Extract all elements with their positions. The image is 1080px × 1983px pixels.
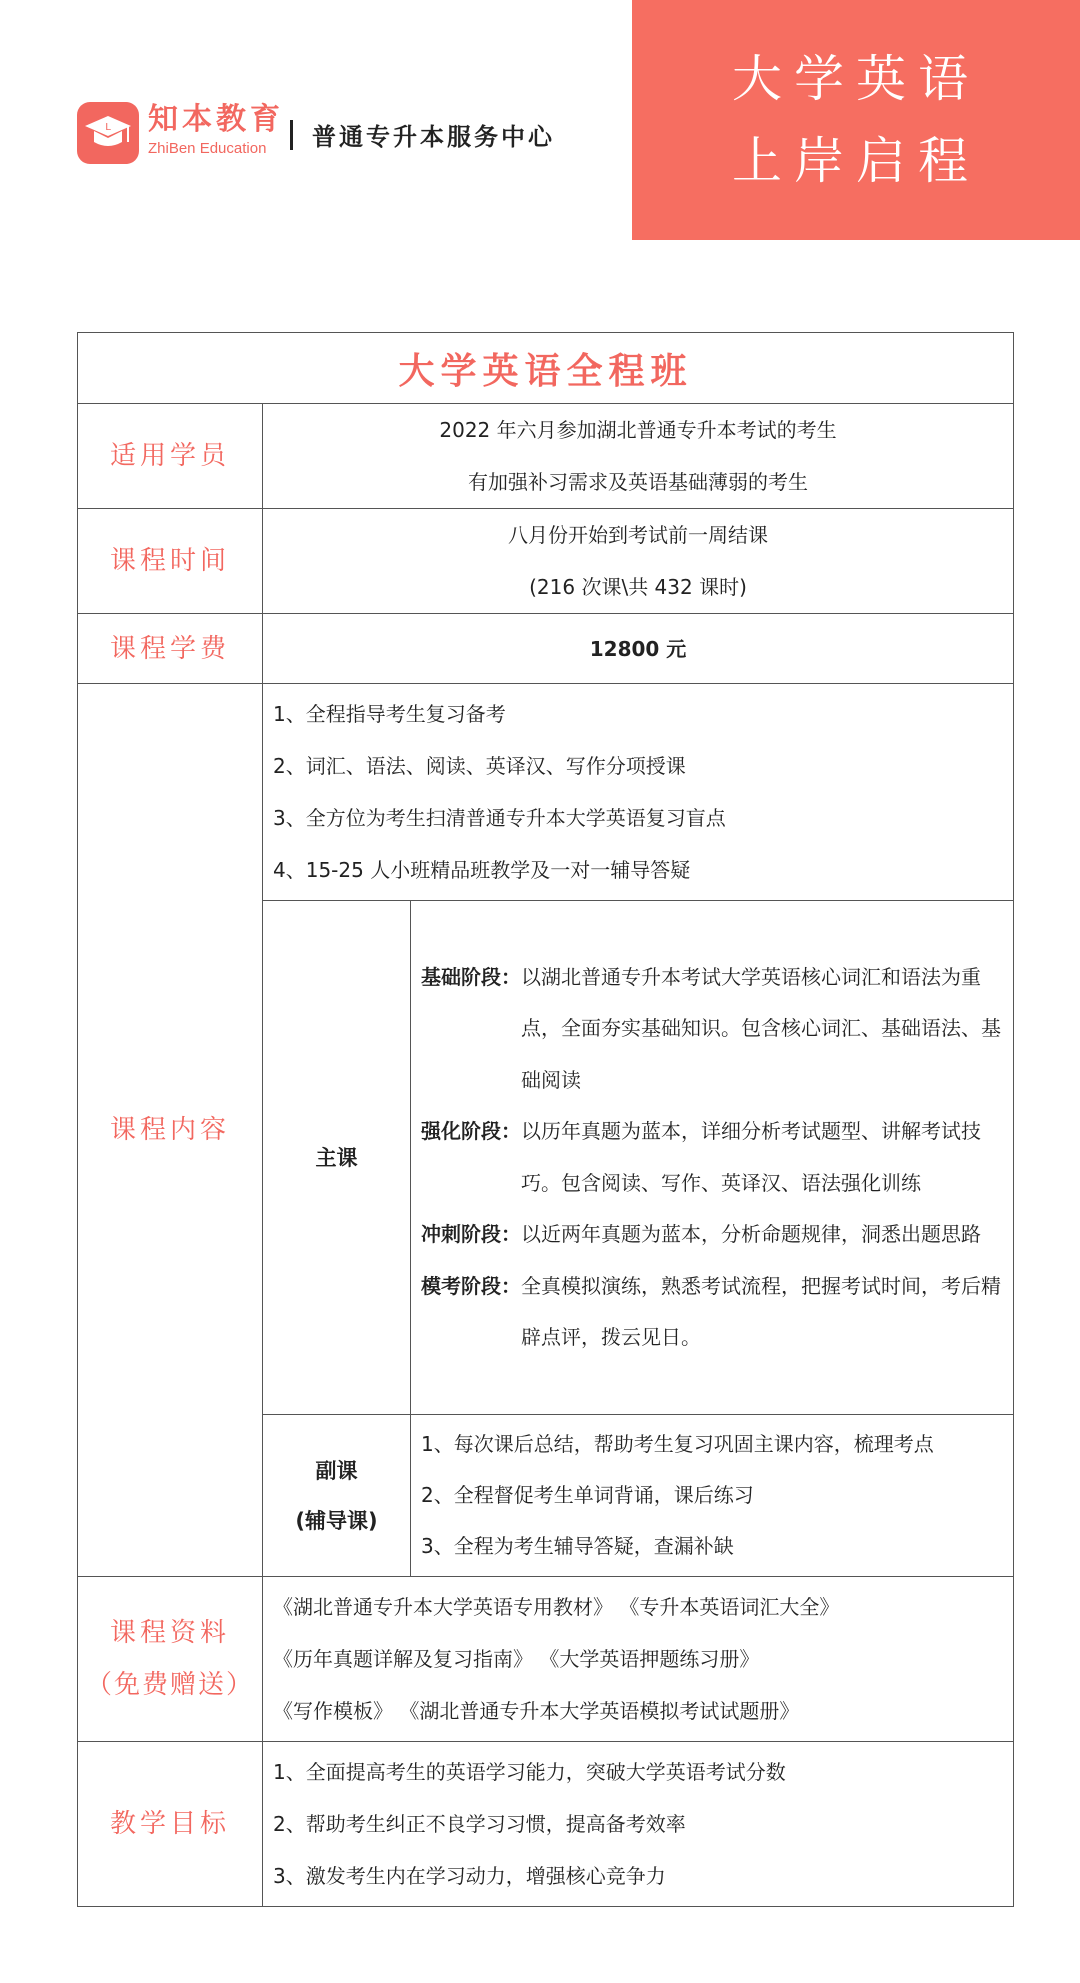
stage-text: 全真模拟演练，熟悉考试流程，把握考试时间，考后精辟点评，拨云见日。 <box>521 1273 1001 1349</box>
course-title: 大学英语全程班 <box>78 333 1014 404</box>
aux-label-line: (辅导课) <box>295 1508 378 1533</box>
list-item: 3、激发考生内在学习动力，增强核心竞争力 <box>273 1864 666 1888</box>
stage-text: 以历年真题为蓝本，详细分析考试题型、讲解考试技巧。包含阅读、写作、英译汉、语法强化训练 <box>521 1119 981 1195</box>
list-item: 《历年真题详解及复习指南》 《大学英语押题练习册》 <box>273 1647 760 1671</box>
list-item: 4、15-25 人小班精品班教学及一对一辅导答疑 <box>273 858 691 882</box>
schedule-line: (216 次课\共 432 课时) <box>529 575 747 599</box>
aux-label-line: 副课 <box>315 1458 358 1483</box>
stage-item <box>421 1209 1005 1261</box>
fee-value: 12800 元 <box>263 614 1014 684</box>
list-item: 《写作模板》 《湖北普通专升本大学英语模拟考试试题册》 <box>273 1699 800 1723</box>
aux-course-label <box>263 1415 411 1577</box>
list-item: 2、全程督促考生单词背诵，课后练习 <box>421 1483 754 1507</box>
stage-name: 强化阶段： <box>421 1119 521 1143</box>
stage-name: 基础阶段： <box>421 964 521 989</box>
brand-name-en: ZhiBen Education <box>148 140 267 157</box>
fee-label: 课程学费 <box>78 614 263 684</box>
goals-row <box>78 1742 1014 1907</box>
stage-text: 以湖北普通专升本考试大学英语核心词汇和语法为重点，全面夯实基础知识。包含核心词汇、基础语法、基础阅读 <box>521 964 1001 1092</box>
students-line: 有加强补习需求及英语基础薄弱的考生 <box>468 470 809 494</box>
course-table <box>77 332 1014 1907</box>
brand-name-cn: 知本教育 <box>148 102 284 137</box>
list-item: 3、全方位为考生扫清普通专升本大学英语复习盲点 <box>273 806 726 830</box>
goals-list <box>263 1742 1014 1907</box>
main-course-label: 主课 <box>263 901 411 1415</box>
svg-text:L: L <box>105 122 111 133</box>
materials-label <box>78 1577 263 1742</box>
content-label: 课程内容 <box>78 684 263 1577</box>
stage-name: 冲刺阶段： <box>421 1222 521 1246</box>
aux-course-list <box>411 1415 1014 1577</box>
stage-text: 以近两年真题为蓝本，分析命题规律，洞悉出题思路 <box>521 1222 981 1246</box>
materials-list <box>263 1577 1014 1742</box>
stage-name: 模考阶段： <box>421 1273 521 1298</box>
list-item: 1、全程指导考生复习备考 <box>273 702 506 726</box>
list-item: 2、帮助考生纠正不良学习习惯，提高备考效率 <box>273 1812 686 1836</box>
materials-row <box>78 1577 1014 1742</box>
students-line: 2022 年六月参加湖北普通专升本考试的考生 <box>439 418 837 442</box>
materials-label-line: （免费赠送） <box>85 1670 254 1700</box>
list-item: 3、全程为考生辅导答疑，查漏补缺 <box>421 1534 734 1558</box>
students-row <box>78 404 1014 509</box>
banner <box>632 0 1080 240</box>
content-overview-row <box>78 684 1014 901</box>
brand <box>148 103 284 159</box>
banner-line-1: 大学英语 <box>732 50 980 108</box>
schedule-line: 八月份开始到考试前一周结课 <box>508 523 769 547</box>
main-course-stages <box>411 901 1014 1415</box>
list-item: 1、每次课后总结，帮助考生复习巩固主课内容，梳理考点 <box>421 1432 934 1456</box>
list-item: 《湖北普通专升本大学英语专用教材》 《专升本英语词汇大全》 <box>273 1595 840 1619</box>
schedule-value <box>263 509 1014 614</box>
list-item: 2、词汇、语法、阅读、英译汉、写作分项授课 <box>273 754 686 778</box>
title-row <box>78 333 1014 404</box>
goals-label: 教学目标 <box>78 1742 263 1907</box>
content-overview <box>263 684 1014 901</box>
list-item: 1、全面提高考生的英语学习能力，突破大学英语考试分数 <box>273 1760 786 1784</box>
brand-subtitle: 普通专升本服务中心 <box>312 122 555 151</box>
schedule-row <box>78 509 1014 614</box>
students-label: 适用学员 <box>78 404 263 509</box>
students-value <box>263 404 1014 509</box>
fee-row <box>78 614 1014 684</box>
graduation-cap-logo-icon <box>77 102 139 164</box>
banner-line-2: 上岸启程 <box>732 132 980 190</box>
stage-item <box>421 1261 1005 1364</box>
schedule-label: 课程时间 <box>78 509 263 614</box>
stage-item <box>421 1106 1005 1209</box>
materials-label-line: 课程资料 <box>109 1618 230 1648</box>
header <box>0 0 1080 240</box>
brand-divider <box>290 120 293 150</box>
stage-item <box>421 952 1005 1107</box>
